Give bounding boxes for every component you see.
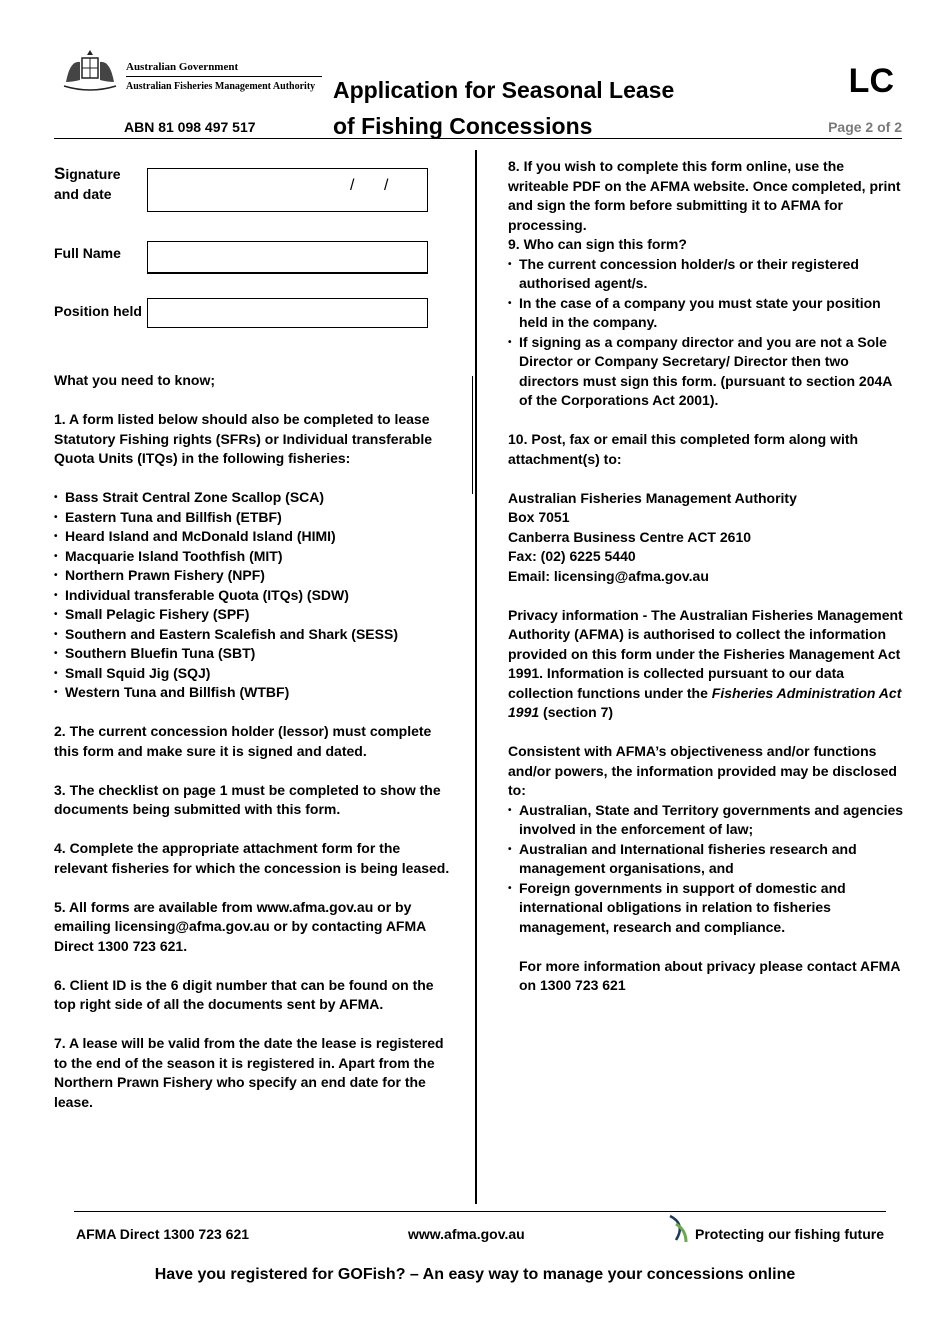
gofish-banner: Have you registered for GOFish? – An easy way to manage your concessions online [154,1266,796,1283]
right-notes [508,157,908,996]
form-title [333,72,674,144]
full-name-label: Full Name [54,245,121,261]
address-line: Box 7051 [508,509,570,525]
list-item: • Australian and International fisheries research and management organisations, and [508,840,908,879]
position-label: Position held [54,303,142,319]
date-separator: / [384,177,389,194]
footer-phone: AFMA Direct 1300 723 621 [76,1226,250,1242]
note-7: 7. A lease will be valid from the date the lease is registered to the end of the season it is registered in. Apart from the Northern Prawn Fishery who specify an end date for the lease. [54,1035,444,1110]
disclosure-intro: Consistent with AFMA’s objectiveness and/or functions and/or powers, the information provided may be disclosed to: [508,743,897,798]
privacy-act-name: Fisheries Administration Act 1991 [508,684,902,720]
list-item: • If signing as a company director and you are not a Sole Director or Company Secretary/ Director then two directors must sign this form. (pursuant to section 204A of the Corporations Act 2001). [508,333,908,411]
fisheries-list [54,488,454,703]
privacy-contact: For more information about privacy please contact AFMA on 1300 723 621 [519,957,900,993]
list-item: • Southern and Eastern Scalefish and Shark (SESS) [54,625,454,645]
signature-label [54,164,121,204]
government-name: Australian Government [126,61,239,73]
column-divider [475,150,477,1204]
notes-heading: What you need to know; [54,372,215,388]
date-separator: / [350,177,355,194]
page-number: Page 2 of 2 [828,119,902,135]
form-code: LC [848,62,894,100]
header-rule [54,138,902,139]
full-name-field[interactable] [147,241,428,274]
list-item: • Southern Bluefin Tuna (SBT) [54,644,454,664]
list-item: • Small Pelagic Fishery (SPF) [54,605,454,625]
signature-date-field[interactable] [147,168,428,212]
list-item: • In the case of a company you must state your position held in the company. [508,294,908,333]
logo-divider [126,76,322,77]
list-item: • Eastern Tuna and Billfish (ETBF) [54,508,454,528]
list-item: • Small Squid Jig (SQJ) [54,664,454,684]
address-line: Australian Fisheries Management Authority [508,489,797,506]
column-divider-accent [472,376,473,494]
note-4: 4. Complete the appropriate attachment form for the relevant fisheries for which the concession is being leased. [54,840,450,876]
list-item: • Heard Island and McDonald Island (HIMI) [54,527,454,547]
title-line-2: of Fishing Concessions [333,113,593,139]
footer-rule [74,1211,886,1212]
agency-name: Australian Fisheries Management Authority [126,81,316,92]
footer-slogan: Protecting our fishing future [695,1226,884,1242]
address-line: Canberra Business Centre ACT 2610 [508,528,752,545]
left-notes [54,371,454,1112]
position-field[interactable] [147,298,428,328]
privacy-info [508,606,908,723]
disclosure-list [508,801,908,938]
signature-label-initial: S [54,164,66,183]
postal-address [508,489,908,587]
note-10: 10. Post, fax or email this completed form along with attachment(s) to: [508,431,859,467]
signature-label-line2: and date [54,186,112,202]
list-item: • Australian, State and Territory governments and agencies involved in the enforcement of law; [508,801,908,840]
note-5: 5. All forms are available from www.afma.gov.au or by emailing licensing@afma.gov.au or by contacting AFMA Direct 1300 723 621. [54,898,426,954]
title-line-1: Application for Seasonal Lease [333,77,675,103]
privacy-section: (section 7) [539,704,614,720]
list-item: • Macquarie Island Toothfish (MIT) [54,547,454,567]
signers-list [508,255,908,411]
privacy-text: Privacy information - The Australian Fisheries Management Authority (AFMA) is authorised to collect the information provided on this form under the Fisheries Management Act 1991. Information is collected pursuant to our data collection functions under the [508,606,903,701]
note-2: 2. The current concession holder (lessor) must complete this form and make sure it is signed and dated. [54,723,432,759]
address-line: Fax: (02) 6225 5440 [508,548,636,564]
note-6: 6. Client ID is the 6 digit number that can be found on the top right side of all the documents sent by AFMA. [54,976,434,1012]
list-item: • Individual transferable Quota (ITQs) (SDW) [54,586,454,606]
list-item: • Bass Strait Central Zone Scallop (SCA) [54,488,454,508]
address-line: Email: licensing@afma.gov.au [508,567,709,584]
note-3: 3. The checklist on page 1 must be completed to show the documents being submitted with this form. [54,781,441,817]
note-9: 9. Who can sign this form? [508,236,687,252]
afma-swoosh-icon [666,1214,692,1244]
footer-website[interactable]: www.afma.gov.au [408,1226,525,1242]
list-item: • The current concession holder/s or their registered authorised agent/s. [508,255,908,294]
coat-of-arms-icon [60,46,120,94]
abn-number: ABN 81 098 497 517 [124,119,256,135]
list-item: • Western Tuna and Billfish (WTBF) [54,683,454,703]
list-item: • Northern Prawn Fishery (NPF) [54,566,454,586]
note-1: 1. A form listed below should also be completed to lease Statutory Fishing rights (SFRs) or Individual transferable Quota Units (ITQs) in the following fisheries: [54,411,433,466]
list-item: • Foreign governments in support of domestic and international obligations in relation to fisheries management, research and compliance. [508,879,908,938]
note-8: 8. If you wish to complete this form online, use the writeable PDF on the AFMA website. Once completed, print and sign the form before submitting it to AFMA for processing. [508,158,901,233]
signature-label-rest: ignature [65,166,121,182]
